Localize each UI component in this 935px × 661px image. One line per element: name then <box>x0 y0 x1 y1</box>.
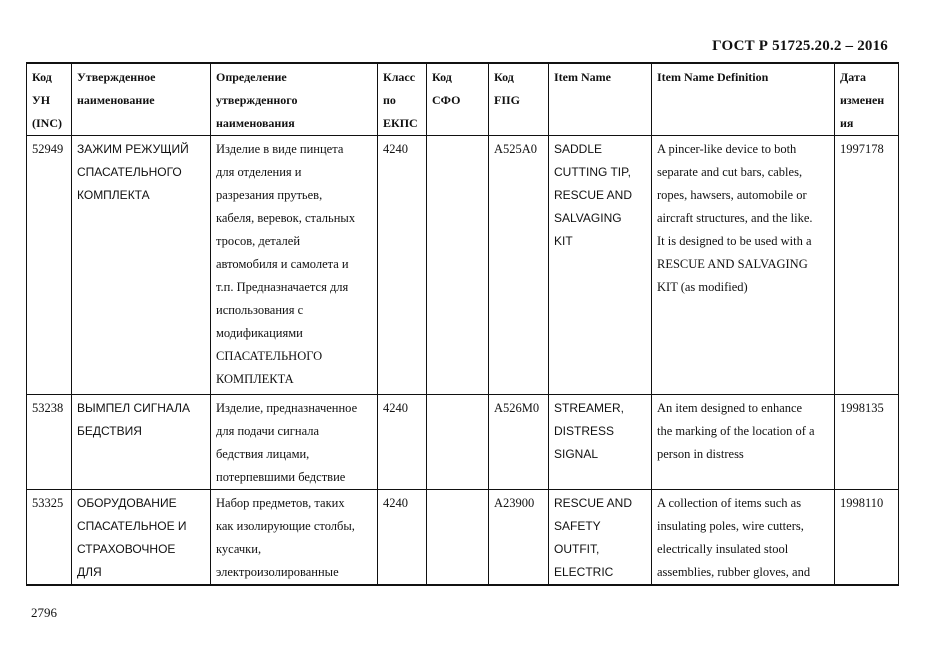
cell-inc: 52949 <box>27 136 72 395</box>
cell-approved-name: ВЫМПЕЛ СИГНАЛА БЕДСТВИЯ <box>72 395 211 490</box>
cell-item-name: STREAMER, DISTRESS SIGNAL <box>549 395 652 490</box>
cell-fiig: A23900 <box>489 490 549 586</box>
cell-item-definition: A collection of items such as insulating poles, wire cutters, electrically insulated stool assemblies, rubber gloves, and <box>652 490 835 586</box>
cell-item-name: RESCUE AND SAFETY OUTFIT, ELECTRIC <box>549 490 652 586</box>
document-title: ГОСТ Р 51725.20.2 – 2016 <box>712 38 888 54</box>
table-row <box>27 490 899 586</box>
header-approved-name: Утвержденное наименование <box>72 63 211 136</box>
cell-sfo <box>427 136 489 395</box>
cell-inc: 53238 <box>27 395 72 490</box>
cell-class: 4240 <box>378 136 427 395</box>
cell-change-date: 1997178 <box>835 136 899 395</box>
cell-sfo <box>427 395 489 490</box>
header-item-name: Item Name <box>549 63 652 136</box>
cell-fiig: A526M0 <box>489 395 549 490</box>
cell-definition: Изделие в виде пинцета для отделения и разрезания прутьев, кабеля, веревок, стальных тросов, деталей автомобиля и самолета и т.п. Предназначается для использования с модификациями СПАСАТЕЛЬНОГО КОМПЛЕКТА <box>211 136 378 395</box>
header-item-definition: Item Name Definition <box>652 63 835 136</box>
cell-change-date: 1998110 <box>835 490 899 586</box>
header-definition: Определение утвержденного наименования <box>211 63 378 136</box>
cell-item-definition: An item designed to enhance the marking of the location of a person in distress <box>652 395 835 490</box>
cell-item-definition: A pincer-like device to both separate and cut bars, cables, ropes, hawsers, automobile or aircraft structures, and the like. It is designed to be used with a RESCUE AND SALVAGING KIT (as modified) <box>652 136 835 395</box>
header-change-date: Дата изменен ия <box>835 63 899 136</box>
cell-fiig: A525A0 <box>489 136 549 395</box>
classification-table <box>26 62 899 586</box>
header-class: Класс по ЕКПС <box>378 63 427 136</box>
cell-sfo <box>427 490 489 586</box>
page-number: 2796 <box>31 605 57 620</box>
header-fiig: Код FIIG <box>489 63 549 136</box>
cell-change-date: 1998135 <box>835 395 899 490</box>
table-header-row <box>27 63 899 136</box>
cell-approved-name: ЗАЖИМ РЕЖУЩИЙ СПАСАТЕЛЬНОГО КОМПЛЕКТА <box>72 136 211 395</box>
cell-class: 4240 <box>378 490 427 586</box>
cell-inc: 53325 <box>27 490 72 586</box>
cell-definition: Набор предметов, таких как изолирующие столбы, кусачки, электроизолированные <box>211 490 378 586</box>
header-sfo: Код СФО <box>427 63 489 136</box>
table-row <box>27 395 899 490</box>
cell-approved-name: ОБОРУДОВАНИЕ СПАСАТЕЛЬНОЕ И СТРАХОВОЧНОЕ ДЛЯ <box>72 490 211 586</box>
table-row <box>27 136 899 395</box>
cell-class: 4240 <box>378 395 427 490</box>
cell-definition: Изделие, предназначенное для подачи сигнала бедствия лицами, потерпевшими бедствие <box>211 395 378 490</box>
header-inc: Код УН (INC) <box>27 63 72 136</box>
cell-item-name: SADDLE CUTTING TIP, RESCUE AND SALVAGING KIT <box>549 136 652 395</box>
